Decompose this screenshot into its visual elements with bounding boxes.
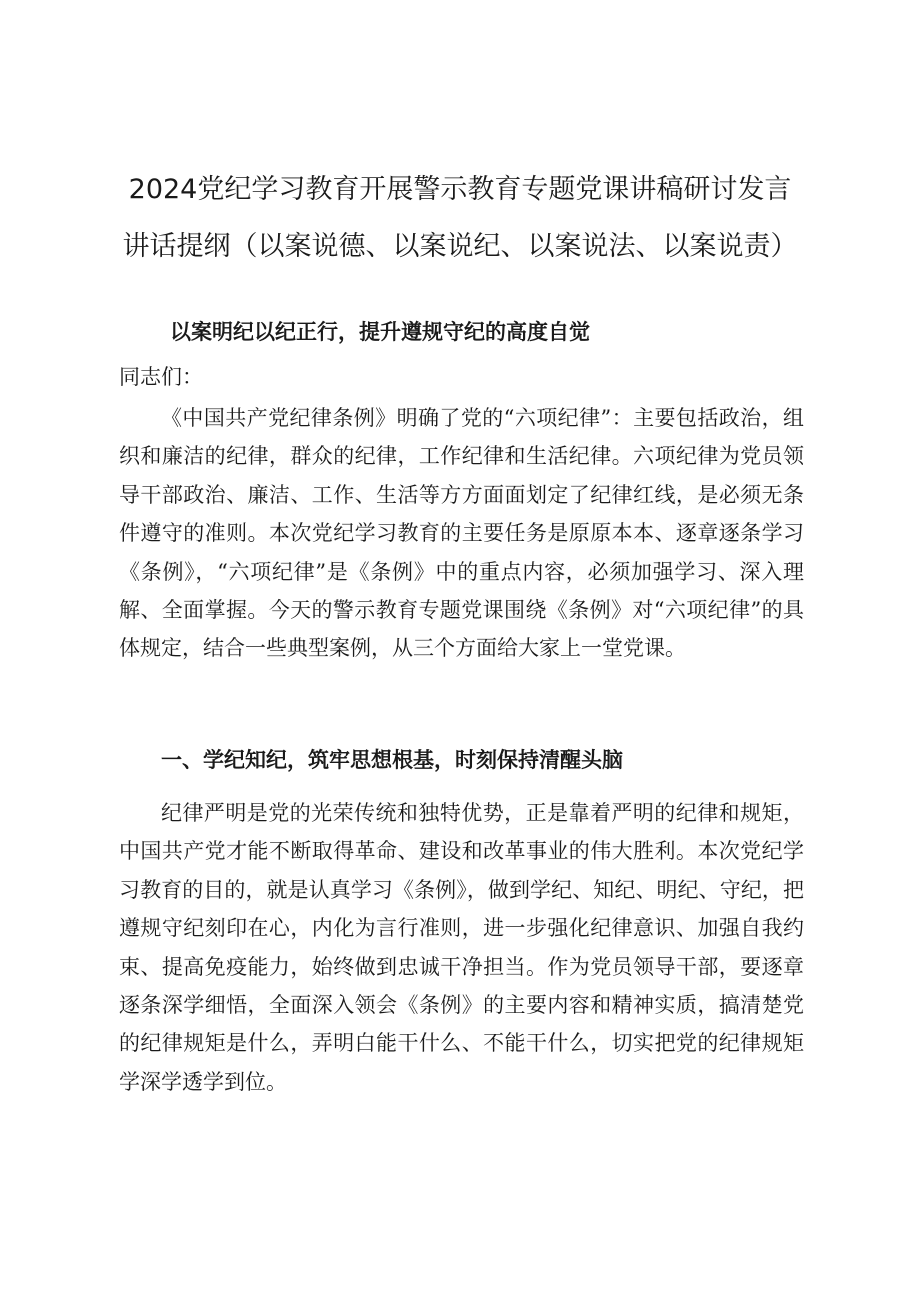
document-title-line-2: 讲话提纲（以案说德、以案说纪、以案说法、以案说责）	[122, 231, 798, 262]
paragraph-1: 《中国共产党纪律条例》明确了党的“六项纪律”：主要包括政治，组织和廉洁的纪律，群众的纪律，工作纪律和生活纪律。六项纪律为党员领导干部政治、廉洁、工作、生活等方方面面划定了纪律红线，是必须无条件遵守的准则。本次党纪学习教育的主要任务是原原本本、逐章逐条学习《条例》，“六项纪律”是《条例》中的重点内容，必须加强学习、深入理解、全面掌握。今天的警示教育专题党课围绕《条例》对“六项纪律”的具体规定，结合一些典型案例，从三个方面给大家上一堂党课。	[119, 406, 804, 661]
document-title-line-1: 2024党纪学习教育开展警示教育专题党课讲稿研讨发言	[128, 174, 792, 205]
section-heading-1: 一、学纪知纪，筑牢思想根基，时刻保持清醒头脑	[161, 747, 623, 772]
document-subtitle: 以案明纪以纪正行，提升遵规守纪的高度自觉	[170, 319, 590, 344]
greeting: 同志们：	[119, 365, 203, 389]
paragraph-2: 纪律严明是党的光荣传统和独特优势，正是靠着严明的纪律和规矩，中国共产党才能不断取得革命、建设和改革事业的伟大胜利。本次党纪学习教育的目的，就是认真学习《条例》，做到学纪、知纪、明纪、守纪，把遵规守纪刻印在心，内化为言行准则，进一步强化纪律意识、加强自我约束、提高免疫能力，始终做到忠诚干净担当。作为党员领导干部，要逐章逐条深学细悟，全面深入领会《条例》的主要内容和精神实质，搞清楚党的纪律规矩是什么，弄明白能干什么、不能干什么，切实把党的纪律规矩学深学透学到位。	[119, 801, 804, 1094]
